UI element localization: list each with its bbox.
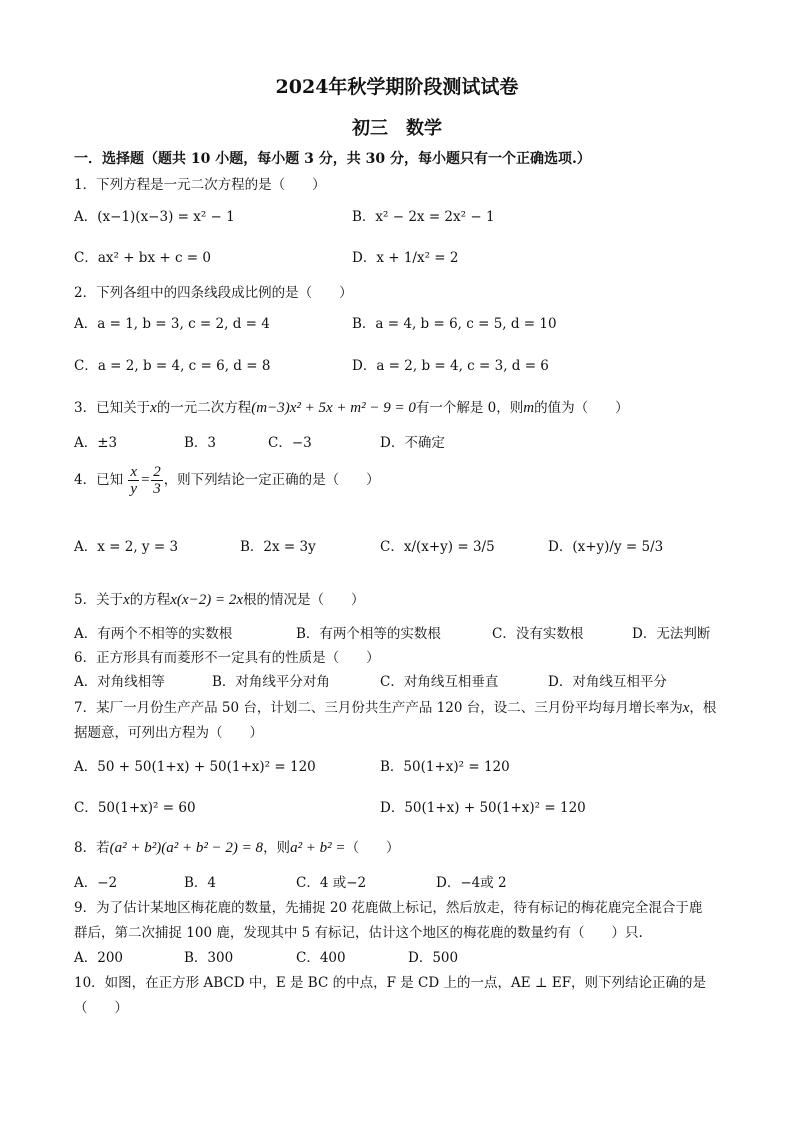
question-2-option-b: B．a = 4, b = 6, c = 5, d = 10 (352, 316, 557, 332)
question-2-stem: 2．下列各组中的四条线段成比例的是（ ） (74, 285, 353, 301)
question-10-stem-line2: （ ） (74, 1000, 128, 1016)
question-6-option-d: D．对角线互相平分 (548, 674, 667, 690)
question-9-option-a: A．200 (74, 950, 124, 966)
question-4-option-a: A．x = 2, y = 3 (74, 539, 179, 555)
question-7-option-a: A．50 + 50(1+x) + 50(1+x)² = 120 (74, 759, 316, 775)
question-5-equation: x(x−2) = 2x (170, 592, 243, 608)
question-8-stem-suffix: （ ） (345, 840, 400, 856)
question-7-option-b: B．50(1+x)² = 120 (380, 759, 510, 775)
question-1-stem: 1．下列方程是一元二次方程的是（ ） (74, 177, 326, 193)
question-4-stem-prefix: 4．已知 (74, 472, 124, 488)
question-8-option-a: A．−2 (74, 875, 118, 891)
question-1-option-c: C．ax² + bx + c = 0 (74, 250, 211, 266)
question-9-stem-line1: 9．为了估计某地区梅花鹿的数量，先捕捉 20 花鹿做上标记，然后放走，待有标记的梅花鹿完全混合于鹿 (74, 900, 703, 916)
question-7-option-d: D．50(1+x) + 50(1+x)² = 120 (380, 800, 586, 816)
question-4-ratio-fraction: $\frac{x}{y}$ (130, 464, 138, 497)
question-5-stem-mid: 的方程 (129, 592, 171, 608)
question-3-option-b: B．3 (184, 435, 217, 451)
question-4-option-b: B．2x = 3y (240, 539, 316, 555)
question-6-option-b: B．对角线平分对角 (212, 674, 330, 690)
question-5-stem: 5．关于x的方程x(x−2) = 2x根的情况是（ ） (74, 592, 365, 608)
question-7-option-c: C．50(1+x)² = 60 (74, 800, 196, 816)
question-6-option-c: C．对角线互相垂直 (380, 674, 499, 690)
question-3-stem-suffix: 的值为（ ） (534, 400, 629, 416)
section-heading: 一．选择题（题共 10 小题，每小题 3 分，共 30 分，每小题只有一个正确选项.） (74, 151, 591, 167)
question-8-stem (74, 836, 400, 857)
question-5-option-a: A．有两个不相等的实数根 (74, 626, 233, 642)
question-3-option-c: C．−3 (268, 435, 312, 451)
question-8-stem-mid: ，则 (263, 840, 291, 856)
question-4-option-c: C．x/(x+y) = 3/5 (380, 539, 495, 555)
question-7-stem-line2: 据题意，可列出方程为（ ） (74, 725, 263, 741)
question-9-option-c: C．400 (296, 950, 346, 966)
question-6-stem: 6．正方形具有而菱形不一定具有的性质是（ ） (74, 650, 380, 666)
question-4-option-d: D．(x+y)/y = 5/3 (548, 539, 664, 555)
question-4-stem-suffix: ，则下列结论一定正确的是（ ） (163, 472, 380, 488)
question-5-stem-prefix: 5．关于 (74, 592, 124, 608)
question-3-stem: 3．已知关于x的一元二次方程(m−3)x² + 5x + m² − 9 = 0有一个解是 0，则m的值为（ ） (74, 400, 629, 416)
question-1-option-a: A．(x−1)(x−3) = x² − 1 (74, 209, 235, 225)
question-5-option-d: D．无法判断 (632, 626, 711, 642)
question-7-stem-text-b: ，根 (689, 700, 717, 716)
question-3-stem-prefix: 3．已知关于 (74, 400, 151, 416)
question-9-option-d: D．500 (408, 950, 459, 966)
question-8-option-c: C．4 或−2 (296, 875, 367, 891)
question-10-stem-line1: 10．如图，在正方形 ABCD 中，E 是 BC 的中点，F 是 CD 上的一点，AE ⊥ EF，则下列结论正确的是 (74, 975, 707, 991)
question-7-stem-text-a: 7．某厂一月份生产产品 50 台，计划二、三月份共生产产品 120 台，设二、三月份平均每月增长率为 (74, 700, 683, 716)
question-8-stem-prefix: 8．若 (74, 840, 110, 856)
question-8-option-d: D．−4或 2 (436, 875, 507, 891)
question-4-stem: 4．已知 $\frac{x}{y}$ = $\frac{2}{3}$ ，则下列结论一定正确的是（ ） (74, 464, 380, 497)
question-9-option-b: B．300 (184, 950, 234, 966)
question-8-expression: a² + b² = (290, 840, 346, 856)
question-8-option-b: B．4 (184, 875, 217, 891)
question-6-option-a: A．对角线相等 (74, 674, 165, 690)
question-1-option-b: B．x² − 2x = 2x² − 1 (352, 209, 495, 225)
question-9-stem-line2: 群后，第二次捕捉 100 鹿，发现其中 5 有标记，估计这个地区的梅花鹿的数量约有（ ）只. (74, 925, 643, 941)
question-2-option-a: A．a = 1, b = 3, c = 2, d = 4 (74, 316, 270, 332)
question-7-stem-line1: 7．某厂一月份生产产品 50 台，计划二、三月份共生产产品 120 台，设二、三月份平均每月增长率为x，根 (74, 700, 717, 716)
question-5-option-c: C．没有实数根 (492, 626, 584, 642)
question-2-option-c: C．a = 2, b = 4, c = 6, d = 8 (74, 358, 271, 374)
question-1-option-d: D．x + 1/x² = 2 (352, 250, 459, 266)
question-5-option-b: B．有两个相等的实数根 (296, 626, 441, 642)
exam-subtitle: 初三 数学 (352, 118, 442, 139)
question-3-equation: (m−3)x² + 5x + m² − 9 = 0 (251, 400, 416, 416)
question-5-stem-suffix: 根的情况是（ ） (242, 592, 365, 608)
question-8-equation: (a² + b²)(a² + b² − 2) = 8 (109, 840, 264, 856)
question-2-option-d: D．a = 2, b = 4, c = 3, d = 6 (352, 358, 549, 374)
question-3-option-d: D．不确定 (380, 435, 445, 451)
question-3-option-a: A．±3 (74, 435, 118, 451)
exam-title: 2024年秋学期阶段测试试卷 (275, 76, 519, 98)
question-3-stem-mid2: 有一个解是 0，则 (415, 400, 524, 416)
question-3-stem-mid1: 的一元二次方程 (156, 400, 252, 416)
